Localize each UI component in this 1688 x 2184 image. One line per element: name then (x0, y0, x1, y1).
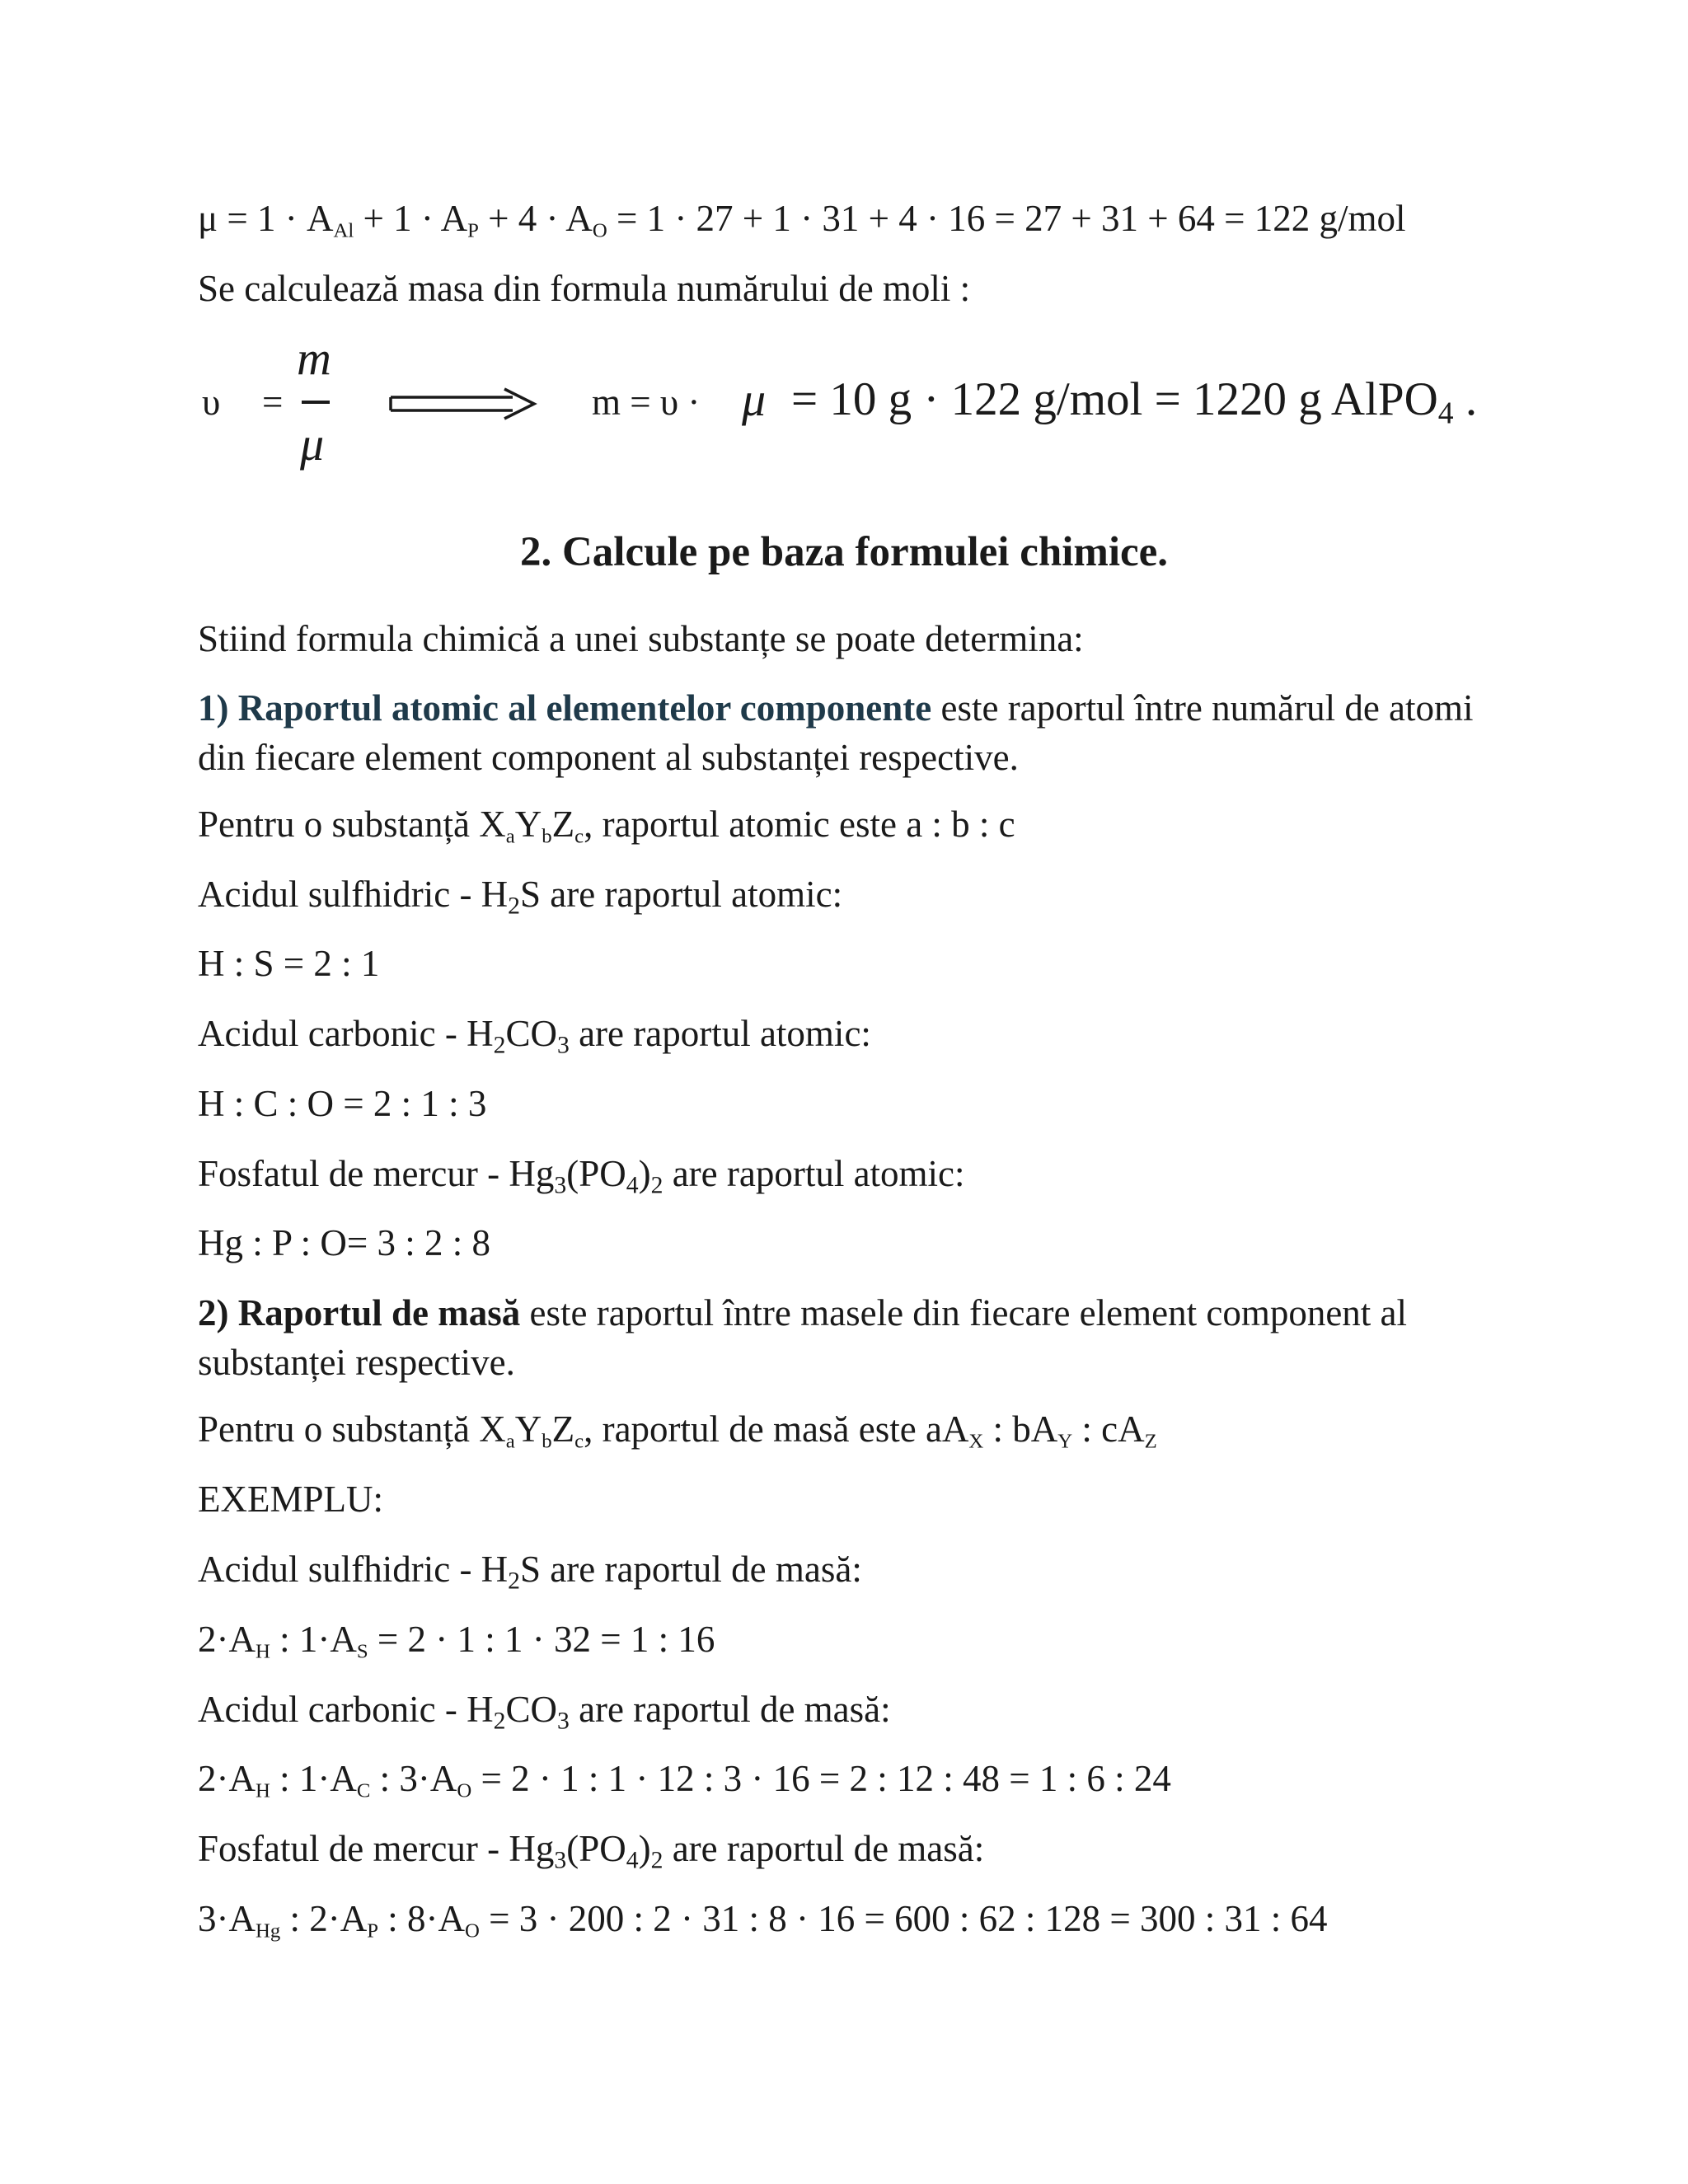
h2s-mass-line (198, 1544, 1517, 1594)
text-part: : bA (983, 1408, 1058, 1450)
rhs-text: = 10 g · 122 g/mol = 1220 g AlPO (791, 373, 1438, 425)
subscript: X (968, 1430, 984, 1453)
text-part: CO (505, 1013, 557, 1054)
text-part: Fosfatul de mercur - Hg (198, 1153, 555, 1194)
text-part: 2·A (198, 1619, 256, 1660)
subscript: H (255, 1779, 270, 1802)
text-part: : 3·A (370, 1758, 457, 1799)
atomic-general-line (198, 799, 1517, 849)
subscript: 3 (556, 1708, 570, 1735)
text-part: : 8·A (378, 1898, 465, 1939)
text-part: Z (551, 1408, 575, 1450)
text-part: Y (514, 1408, 542, 1450)
text-part: ) (638, 1153, 651, 1194)
text-part: , raportul de masă este aA (584, 1408, 969, 1450)
text-part: : 2·A (280, 1898, 368, 1939)
text-part: Z (551, 804, 575, 845)
subscript: a (505, 825, 515, 848)
subscript: a (505, 1430, 515, 1453)
text-part: are raportul atomic: (569, 1013, 871, 1054)
text-part: = 2 · 1 : 1 · 12 : 3 · 16 = 2 : 12 : 48 = 1 : 6 : 24 (471, 1758, 1171, 1799)
fraction-numerator: m (297, 331, 331, 385)
intro-line: Stiind formula chimică a unei substanțe se poate determina: (198, 618, 1084, 659)
text-part: : 1·A (270, 1619, 357, 1660)
text-part: Pentru o substanță X (198, 804, 506, 845)
text-part: (PO (566, 1828, 626, 1869)
mass-general-line (198, 1404, 1517, 1454)
subscript: C (356, 1779, 371, 1802)
subscript: 2 (650, 1172, 663, 1199)
subscript: b (542, 1430, 552, 1453)
text-part: : 1·A (270, 1758, 357, 1799)
subscript: O (457, 1779, 472, 1802)
text-part: are raportul de masă: (569, 1689, 891, 1730)
text-part: : cA (1072, 1408, 1145, 1450)
subscript: 3 (554, 1172, 567, 1199)
subscript: 2 (508, 1568, 521, 1595)
subscript: b (542, 825, 552, 848)
subscript: 2 (493, 1032, 506, 1059)
fraction-bar (302, 401, 330, 404)
subscript: O (592, 219, 607, 242)
hg-mass-ratio (198, 1894, 1517, 1943)
text-part: + 1 · A (354, 198, 468, 239)
text-part: = 2 · 1 : 1 · 32 = 1 : 16 (368, 1619, 715, 1660)
mass-formula (198, 330, 1533, 478)
subscript: S (356, 1640, 368, 1663)
text-part: are raportul atomic: (663, 1153, 965, 1194)
mass-ratio-label: 2) Raportul de masă (198, 1292, 521, 1333)
subscript: 3 (556, 1032, 570, 1059)
text-part: Acidul sulfhidric - H (198, 874, 509, 915)
subscript: Al (333, 219, 354, 242)
subscript: 3 (554, 1847, 567, 1874)
text-part: Y (514, 804, 542, 845)
subscript: c (574, 825, 584, 848)
text-part: CO (505, 1689, 557, 1730)
implies-arrow-icon (389, 387, 537, 420)
subscript: Z (1144, 1430, 1157, 1453)
subscript: 2 (650, 1847, 663, 1874)
example-label: EXEMPLU: (198, 1479, 383, 1520)
subscript: 4 (626, 1172, 639, 1199)
text-part: Pentru o substanță X (198, 1408, 506, 1450)
section-heading: 2. Calcule pe baza formulei chimice. (519, 529, 1169, 575)
text-part: S are raportul de masă: (520, 1549, 862, 1590)
text-part: + 4 · A (478, 198, 593, 239)
text-part: = 1 · A (218, 198, 334, 239)
formula-rhs-left: m = υ · (592, 382, 701, 423)
atomic-ratio-label: 1) Raportul atomic al elementelor componente (198, 687, 932, 729)
mu-symbol: μ (198, 198, 218, 239)
atomic-ratio-definition (198, 683, 1484, 782)
subscript: P (467, 219, 479, 242)
text-part: ) (638, 1828, 651, 1869)
text-part: 3·A (198, 1898, 256, 1939)
h2co3-mass-line (198, 1685, 1517, 1734)
h2s-atomic-ratio: H : S = 2 : 1 (198, 943, 380, 984)
text-part: S are raportul atomic: (520, 874, 843, 915)
subscript: 2 (508, 893, 521, 920)
subscript: P (367, 1919, 378, 1943)
subscript: O (465, 1919, 480, 1943)
h2s-atomic-line (198, 869, 1517, 919)
text-part: Acidul sulfhidric - H (198, 1549, 509, 1590)
molar-mass-line (198, 194, 1517, 243)
equals-sign: = (262, 382, 284, 423)
text-part: Fosfatul de mercur - Hg (198, 1828, 555, 1869)
hg-atomic-ratio: Hg : P : O= 3 : 2 : 8 (198, 1222, 490, 1263)
h2s-mass-ratio (198, 1615, 1517, 1664)
upsilon-symbol: υ (202, 382, 221, 423)
atomic-ratio-text: este raportul între numărul de atomi din fiecare element component al substanței respective. (198, 687, 1474, 778)
fraction-denominator: μ (300, 417, 325, 471)
text-part: (PO (566, 1153, 626, 1194)
h2co3-atomic-line (198, 1009, 1517, 1058)
hg-atomic-line (198, 1149, 1517, 1198)
subscript: Y (1057, 1430, 1073, 1453)
formula-rhs-mu: μ (742, 373, 767, 426)
text-part: Acidul carbonic - H (198, 1689, 494, 1730)
subscript: 2 (493, 1708, 506, 1735)
mass-ratio-text: este raportul între masele din fiecare element component al substanței respective. (198, 1292, 1408, 1383)
text-part: Acidul carbonic - H (198, 1013, 494, 1054)
rhs-end: . (1453, 373, 1478, 425)
h2co3-mass-ratio (198, 1754, 1517, 1803)
subscript: 4 (1437, 396, 1454, 431)
text-part: = 1 · 27 + 1 · 31 + 4 · 16 = 27 + 31 + 64 = 122 g/mol (607, 198, 1406, 239)
subscript: H (255, 1640, 270, 1663)
mass-calc-line: Se calculează masa din formula numărului de moli : (198, 268, 971, 309)
text-part: 2·A (198, 1758, 256, 1799)
text-part: = 3 · 200 : 2 · 31 : 8 · 16 = 600 : 62 : 128 = 300 : 31 : 64 (479, 1898, 1328, 1939)
formula-rhs-right (791, 371, 1477, 429)
subscript: Hg (255, 1919, 281, 1943)
subscript: c (574, 1430, 584, 1453)
h2co3-atomic-ratio: H : C : O = 2 : 1 : 3 (198, 1083, 487, 1124)
mass-ratio-definition (198, 1288, 1484, 1387)
hg-mass-line (198, 1824, 1517, 1873)
text-part: are raportul de masă: (663, 1828, 985, 1869)
subscript: 4 (626, 1847, 639, 1874)
text-part: , raportul atomic este a : b : c (584, 804, 1015, 845)
